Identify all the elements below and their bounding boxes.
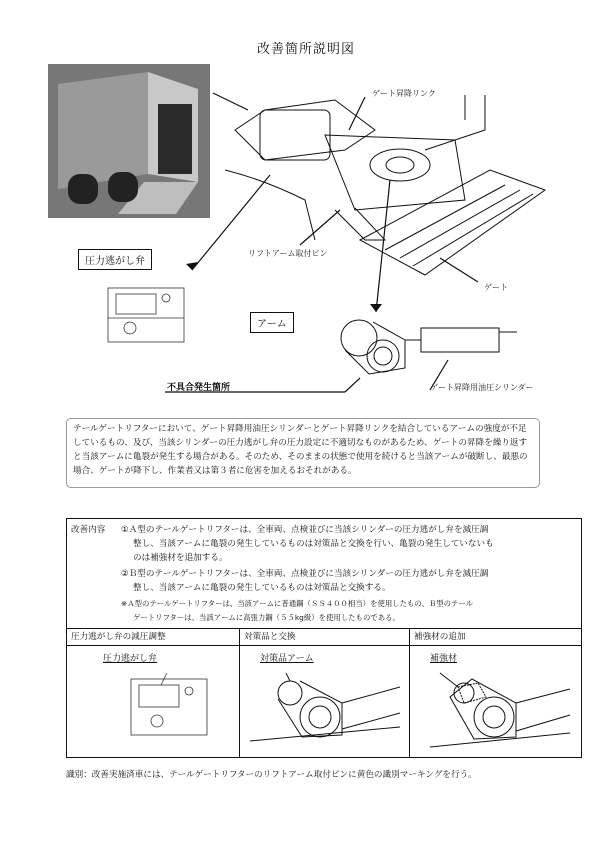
panel-heading: 圧力逃がし弁の減圧調整 bbox=[71, 632, 166, 642]
label-gate: ゲート bbox=[484, 283, 508, 292]
label-relief-valve: 圧力逃がし弁 bbox=[78, 249, 152, 270]
item1-line2: 整し、当該アームに亀裂の発生しているものは対策品と交換を行い、亀裂の発生していないも bbox=[133, 539, 494, 549]
label-lift-arm-pin: リフトアーム取付ピン bbox=[248, 249, 328, 258]
page-title: 改善箇所説明図 bbox=[256, 42, 355, 57]
panel-pressure-adjust bbox=[67, 629, 239, 757]
item1-line3: のは補強材を追加する。 bbox=[133, 553, 228, 563]
improvement-panels bbox=[66, 628, 582, 758]
panel-callout: 対策品アーム bbox=[254, 649, 320, 666]
panel-heading: 対策品と交換 bbox=[244, 632, 296, 642]
arm-detail-drawing bbox=[325, 310, 525, 390]
valve-sketch bbox=[127, 673, 215, 745]
label-gate-link: ゲート昇降リンク bbox=[372, 89, 436, 98]
note-line2: ゲートリフターは、当該アームに高張力鋼（５５kg級）を使用したものである。 bbox=[133, 613, 400, 622]
item1-line1: ①Ａ型のテールゲートリフターは、全車両、点検並びに当該シリンダーの圧力逃がし弁を減圧調 bbox=[121, 525, 489, 535]
label-gate-cylinder: ゲート昇降用油圧シリンダー bbox=[430, 383, 534, 392]
reinforce-sketch bbox=[420, 667, 576, 753]
panel-reinforce bbox=[409, 629, 582, 757]
description-box: テールゲートリフターにおいて、ゲート昇降用油圧シリンダーとゲート昇降リンクを結合しているアームの強度が不足しているもの、及び、当該シリンダーの圧力逃がし弁の圧力設定に不適切なものがあるため、ゲートの昇降を繰り返すと当該アームに亀裂が発生する場合がある。そのため、そのままの状態で使用を続けると当該アームが破断し、最悪の場合、ゲートが降下し、作業者又は第３者に危害を加えるおそれがある。 bbox=[66, 418, 540, 488]
panel-replace bbox=[239, 629, 410, 757]
relief-valve-drawing bbox=[104, 284, 192, 350]
improvement-heading: 改善内容 bbox=[71, 525, 106, 535]
item2-line2: 整し、当該アームに亀裂の発生しているものは対策品と交換する。 bbox=[133, 583, 391, 593]
panel-callout: 補強材 bbox=[424, 649, 463, 666]
arm-sketch bbox=[250, 667, 406, 753]
note-line1: ※Ａ型のテールゲートリフターは、当該アームに普通鋼（ＳＳ４００相当）を使用したもの、Ｂ型のテール bbox=[121, 599, 474, 608]
identification-note: 識別：改善実施済車には、テールゲートリフターのリフトアーム取付ピンに黄色の識別マーキングを行う。 bbox=[66, 770, 477, 780]
panel-callout: 圧力逃がし弁 bbox=[97, 649, 163, 666]
label-arm: アーム bbox=[250, 312, 294, 333]
improvement-box bbox=[66, 518, 582, 629]
panel-heading: 補強材の追加 bbox=[414, 632, 466, 642]
label-defect-location: 不具合発生箇所 bbox=[167, 383, 231, 393]
item2-line1: ②Ｂ型のテールゲートリフターは、全車両、点検並びに当該シリンダーの圧力逃がし弁を減圧調 bbox=[121, 569, 489, 579]
